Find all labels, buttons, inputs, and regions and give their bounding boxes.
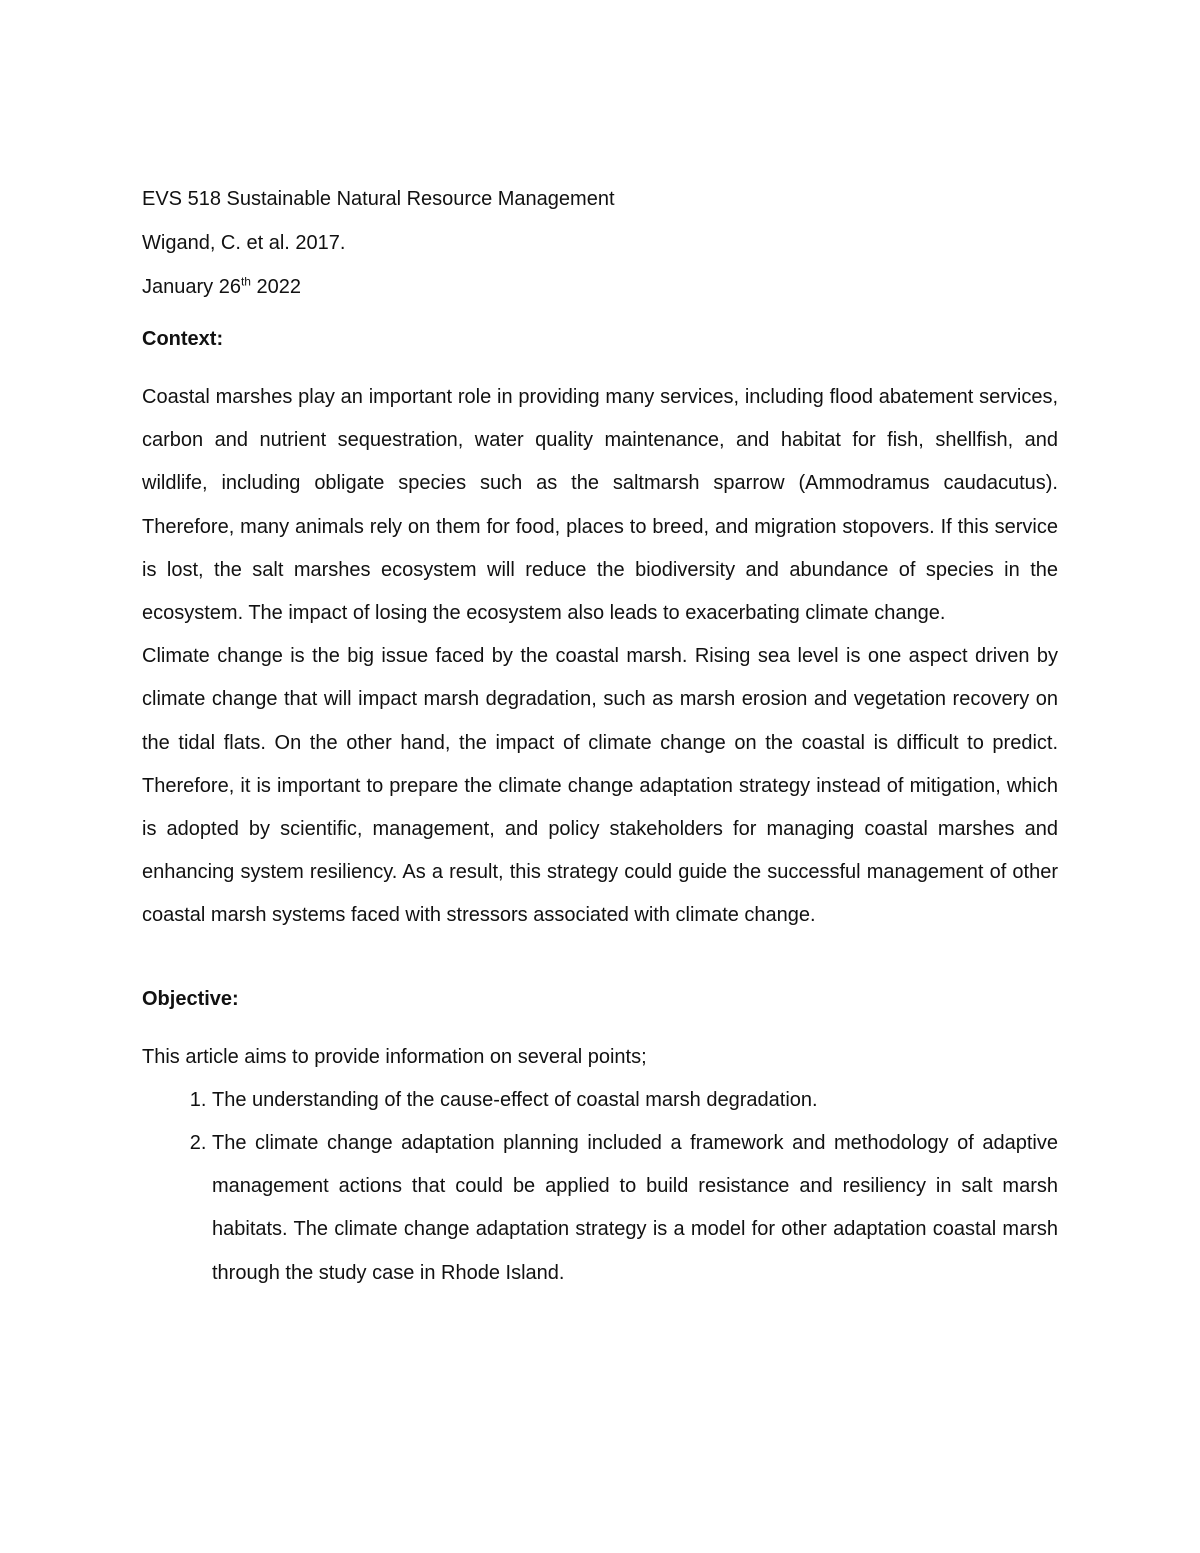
- document-date: [142, 270, 1058, 304]
- objective-list: [142, 1079, 1058, 1295]
- objective-intro: This article aims to provide information on several points;: [142, 1045, 647, 1068]
- objective-heading: Objective:: [142, 987, 239, 1010]
- course-title: EVS 518 Sustainable Natural Resource Management: [142, 188, 615, 210]
- context-paragraph-2: Climate change is the big issue faced by the coastal marsh. Rising sea level is one aspect driven by climate change that will impact marsh degradation, such as marsh erosion and vegetation recovery on the tidal flats. On the other hand, the impact of climate change on the coastal is difficult to predict. Therefore, it is important to prepare the climate change adaptation strategy instead of mitigation, which is adopted by scientific, management, and policy stakeholders for managing coastal marshes and enhancing system resiliency. As a result, this strategy could guide the successful management of other coastal marsh systems faced with stressors associated with climate change.: [142, 645, 1058, 927]
- context-paragraph-1: Coastal marshes play an important role in providing many services, including flood abatement services, carbon and nutrient sequestration, water quality maintenance, and habitat for fish, shellfish, and wildlife, including obligate species such as the saltmarsh sparrow (Ammodramus caudacutus). Therefore, many animals rely on them for food, places to breed, and migration stopovers. If this service is lost, the salt marshes ecosystem will reduce the biodiversity and abundance of species in the ecosystem. The impact of losing the ecosystem also leads to exacerbating climate change.: [142, 386, 1058, 625]
- citation: Wigand, C. et al. 2017.: [142, 232, 346, 254]
- list-item: 1. The understanding of the cause-effect of coastal marsh degradation.: [212, 1079, 1058, 1122]
- context-heading: Context:: [142, 328, 224, 350]
- date-year: 2022: [250, 276, 302, 298]
- section-spacer: [142, 938, 1058, 982]
- document-page: [142, 182, 1058, 1295]
- list-item: 2. The climate change adaptation planning included a framework and methodology of adaptive management actions that could be applied to build resistance and resiliency in salt marsh habitats. The climate change adaptation strategy is a model for other adaptation coastal marsh through the study case in Rhode Island.: [212, 1122, 1058, 1295]
- date-ordinal: th: [240, 274, 251, 289]
- date-prefix: January 26: [142, 276, 241, 298]
